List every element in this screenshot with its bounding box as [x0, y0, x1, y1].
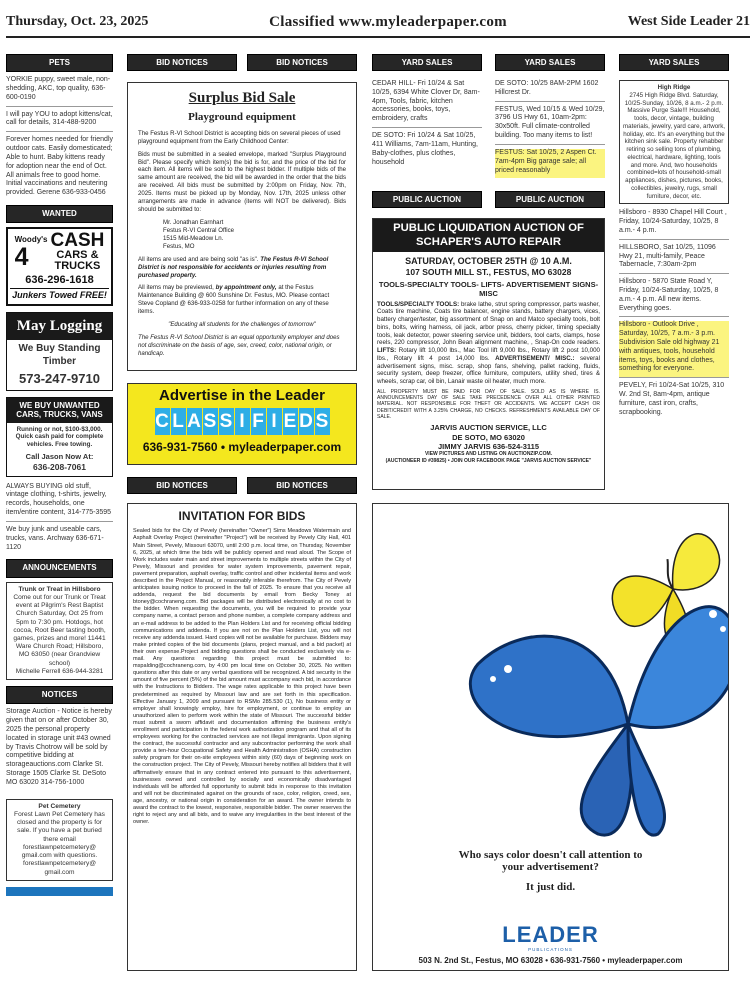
woodys-ad	[6, 227, 113, 306]
auction-view: VIEW PICTURES AND LISTING ON AUCTIONZIP.COM.	[424, 451, 553, 458]
invitation-body: Sealed bids for the City of Pevely (hereinafter "Owner") Sims Meadows Watermain and Asphalt Overlay Project (hereinafter "Project") will be received by Pevely City Hall, 401 Main Street, Pevely, Missouri 63070, until 2:00 p.m. local time, on Thursday, November 6, 2025, at which time the bids will be publicly opened and read aloud. The Scope of Work includes water main and street improvements to multiple streets within the City of Pevely, Missouri and provides for water system improvements, pavement repair, pavement preparation, asphalt overlay, traffic control and other incidental items and work described in the Project Manual, or reasonably inferable therefrom. The City of Pevely anticipates issuing notice to proceed in the fall of 2025. To ensure that you receive all addenda, request the bid documents by email from Becky Toney at btoney@cochraneng.com. Bid packages will be distributed electronically at no cost to the bidder. When requesting the documents, you will be required to provide your company name, a contact person and phone number, a complete company address and an e-mail address to be added to the Plan Holders List and for receiving official bidding communications and addenda. If you are not on the Plan Holders List, you will not receive any addenda issued. Hard copies will not be available for purchase. Bidders may make printed copies of the bid documents (plans, project manual, and a bid packet) at their own expense.Project and bidding questions shall be conducted exclusively via e-mail. Any questions regarding this project must be submitted to: mspalding@cochraneng.com, by 4:00 pm local time on October 30, 2025. No written questions after this date or any verbal questions will be recognized. A bid security in the amount of five percent (5%) of the bid amount must accompany each bid, in accordance with the Instructions to Bidders. The wage rates applicable to this project have been predetermined as required by Missouri law and are set forth in this specification. Effective January 1, 2009 and pursuant to RSMo 285.530 (1), No business entity or employer shall knowingly employ, hire for employment, or continue to employ an unauthorized alien to perform work within the state of Missouri. The successful bidder must submit a sworn affidavit and documentation affirming the business entity's enrollment and participation in the federal work authorization program and that all of its employees working for the contracted services are not illegal immigrants. Upon signing the contract, the successful contractor and any subcontractor performing the work shall provide a ten-hour Occupational Safety and Health Administration (OSHA) construction safety program for their on-site employees within sixty (60) days of beginning work on the construction project. The City of Pevely, Missouri hereby notifies all bidders that it will affirmatively ensure that in any contract entered into pursuant to this advertisement, businesses owned and controlled by socially and economically disadvantaged individuals will be afforded full opportunity to submit bids in response to this invitation and will not be discriminated against on the grounds of race, color, religion, creed, sex, age, ancestry, or national origin in consideration for an award. The owner intends to award the contract to the lowest, responsive, responsible bidder. The owner reserves the right to reject any and all bids, and to waive any irregularities in the best interest of the owner.	[133, 528, 351, 826]
may-logging-title: May Logging	[7, 313, 112, 340]
pets-header: PETS	[6, 54, 113, 72]
wanted-ad-1: ALWAYS BUYING old stuff, vintage clothing, t-shirts, jewelry, records, households, one item/entire content, 314-775-3595	[6, 483, 113, 522]
surplus-contact: at the Festus Maintenance Building @ 600 Sunshine Dr. Festus, MO. Please contact Steve Copland @ 636-933-0258 for further information on any of these items.	[138, 284, 330, 316]
address-line: Festus R-VI Central Office	[163, 226, 235, 234]
yard-ad: PEVELY, Fri 10/24-Sat 10/25, 310 W. 2nd St, 8am-4pm, antique furniture, cast iron, crafts, scrapbooking.	[619, 382, 725, 416]
address-line: Festus, MO	[163, 242, 195, 250]
schaper-auction-ad	[372, 218, 605, 490]
high-ridge-title: High Ridge	[657, 84, 691, 91]
leader-logo	[373, 924, 728, 952]
invitation-for-bids-ad	[127, 503, 357, 971]
we-buy-call: Call Jason Now At:	[25, 452, 94, 462]
may-logging-line2: Timber	[42, 355, 77, 367]
woodys-junkers: Junkers Towed FREE!	[10, 288, 109, 302]
lifts-label: LIFTS:	[377, 347, 397, 355]
woodys-name: Woody's	[14, 235, 48, 245]
bid-notices-header-2: BID NOTICES	[247, 54, 357, 71]
notices-header: NOTICES	[6, 686, 113, 704]
auction-address: 107 SOUTH MILL ST., FESTUS, MO 63028	[405, 267, 572, 278]
bid-notices-header-1: BID NOTICES	[127, 54, 237, 71]
pet-cemetery-ad	[6, 799, 113, 881]
high-ridge-body: 2745 High Ridge Blvd. Saturday, 10/25-Sunday, 10/26, 8 a.m.- 2 p.m. Massive Purge Sale!!! Household, tools, decor, vintage, building materials, jewelry, yard care, artwork, holiday, etc. It's an everything but the kitchen sink sale. Property rehabber retiring so selling tons of plumbing, electrical, hardware, lighting, tools and more. And, two households combined=lots of household-small appliances, dishes, pictures, books, collectibles, jewelry, rugs, small furniture, decor, etc.	[623, 91, 726, 200]
public-auction-header-2: PUBLIC AUCTION	[495, 191, 605, 208]
letter-tile: L	[171, 408, 186, 435]
woodys-cars: CARS &	[56, 249, 99, 262]
pets-ad-3: Forever homes needed for friendly outdoor cats. Easily domesticated; Able to hunt. Baby kittens ready for adoption near the end of Oct. All animals free to good home. Initial vaccinations and neutering provided. Gerene 636-933-0456	[6, 136, 113, 197]
advertisement-label: ADVERTISEMENT/ MISC.:	[495, 354, 575, 362]
yard-sales-header-3: YARD SALES	[619, 54, 729, 71]
color-ad-line1: Who says color doesn't call attention to	[458, 849, 643, 861]
letter-tile: A	[187, 408, 202, 435]
letter-tile: S	[203, 408, 218, 435]
we-buy-title: WE BUY UNWANTED CARS, TRUCKS, VANS	[7, 398, 112, 422]
color-ad-text	[373, 849, 728, 893]
leader-color-ad	[372, 503, 729, 971]
yard-sales-header-1: YARD SALES	[372, 54, 482, 71]
color-ad-line2: your advertisement?	[502, 861, 599, 873]
wanted-ad-2: We buy junk and useable cars, trucks, vans. Archway 636-671-1120	[6, 525, 104, 551]
surplus-address	[163, 219, 346, 251]
trunk-or-treat-contact: Michelle Ferrell 636-944-3281	[15, 667, 104, 675]
yard-ad: DE SOTO: Fri 10/24 & Sat 10/25, 411 Williams, 7am-11am, Hunting, Baby-clothes, plus clothes, household	[372, 132, 478, 166]
yard-sales-col-a	[372, 80, 482, 174]
yard-ad: DE SOTO: 10/25 8AM-2PM 1602 Hillcrest Dr.	[495, 80, 605, 102]
surplus-subtitle: Playground equipment	[188, 110, 296, 123]
advertise-top: Advertise in the Leader	[159, 387, 325, 404]
yard-sales-col-b	[495, 80, 605, 182]
surplus-p1: The Festus R-VI School District is accepting bids on several pieces of used playground equipment from the Early Childhood Center:	[138, 129, 341, 145]
bid-notices-header-4: BID NOTICES	[247, 477, 357, 494]
we-buy-sub: Running or not, $100-$3,000. Quick cash paid for complete vehicles. Free towing.	[15, 425, 104, 449]
tools-list: brake lathe, strut spring compressor, parts washer, Coats tire machine, Coats tire balancer, engine stands, battery chargers, vices, battery charger/tester, big assortment of Snap on and Matco specialty tools, bolt bins, bolts, wiring harness, oil jack, arbor press, cherry picker, timing specialty tools, leak detector, power steering service unit, bidders, tool carts, clamps, hose reels, 220 compressor, John Bean alignment machine, , Snap-On code readers.	[377, 300, 600, 347]
auction-title: PUBLIC LIQUIDATION AUCTION OF SCHAPER'S AUTO REPAIR	[373, 219, 604, 252]
we-buy-cars-ad	[6, 397, 113, 476]
surplus-quote: "Educating all students for the challenges of tomorrow"	[168, 321, 316, 329]
auction-terms: ALL PROPERTY MUST BE PAID FOR DAY OF SALE. SOLD AS IS WHERE IS. ANNOUNCEMENTS DAY OF SALE TAKE PRECEDENCE OVER ALL OTHER PRINTED MATERIAL. NOT RESPONSIBLE FOR THEFT OR ACCIDENTS. WE ACCEPT CASH OR DEBIT/CREDIT WITH A 3.25% CHARGE, NO CHECKS. REFRESHMENTS AVAILABLE DAY OF SALE.	[377, 388, 600, 420]
paper-name-page: West Side Leader 21	[627, 14, 750, 29]
column-left	[6, 54, 113, 896]
yard-ad-highlighted: FESTUS: Sat 10/25, 2 Aspen Ct. 7am-4pm Big garage sale; all priced reasonably	[495, 149, 605, 178]
yard-sales-col-c	[619, 80, 729, 425]
trunk-or-treat-body: Come out for our Trunk or Treat event at Pilgrim's Rest Baptist Church Saturday, Oct 25 from 5pm to 7:30 pm. Hotdogs, hot cocoa, Root Beer tasting booth, games, prizes and more! 11441 Ware Church Road; Hillsboro, MO 63050 (near Grandview school)	[13, 593, 106, 667]
woodys-cash: CASH	[50, 230, 105, 252]
public-auction-header-1: PUBLIC AUCTION	[372, 191, 482, 208]
woodys-trucks: TRUCKS	[54, 260, 101, 273]
auction-details	[377, 301, 600, 386]
section-title: Classified www.myleaderpaper.com	[269, 13, 507, 30]
yard-ad: CEDAR HILL- Fri 10/24 & Sat 10/25, 6394 White Clover Dr, 8am-4pm, Tools, fabric, kitchen accessories, books, toys, embroidery, crafts	[372, 80, 482, 128]
lifts-list: Rotary lift 10,000 lbs., Mac Tool lift 9,000 lbs., Rotary lift 2 post 10,000 lbs., Rotary lift 4 post 14,000 lbs.	[377, 347, 600, 362]
address-line: Mr. Jonathan Earnhart	[163, 219, 224, 227]
yard-ad: Hillsboro - 5870 State Road Y, Friday, 10/24-Saturday, 10/25, 8 a.m.- 4 p.m. All new items. Everything goes.	[619, 278, 729, 317]
wanted-header: WANTED	[6, 205, 113, 223]
letter-tile: I	[235, 408, 250, 435]
advertise-classifieds-ad	[127, 383, 357, 465]
surplus-preview: All items may be previewed,	[138, 284, 214, 292]
leader-logo-sub: PUBLICATIONS	[528, 947, 573, 952]
address-line: 1515 Mid-Meadow Ln.	[163, 234, 224, 242]
auction-phone: JIMMY JARVIS 636-524-3115	[437, 441, 540, 451]
letter-tile: I	[267, 408, 282, 435]
trunk-or-treat-ad	[6, 582, 113, 681]
woodys-four: 4	[14, 242, 29, 271]
pet-cemetery-body: Forest Lawn Pet Cemetery has closed and the property is for sale. If you have a pet buried there email forestlawnpetcemetery@ gmail.com with questions. forestlawnpetcemetery@ gmail.com	[14, 810, 105, 876]
may-logging-ad	[6, 312, 113, 391]
leader-logo-text: LEADER	[502, 922, 599, 947]
we-buy-phone: 636-208-7061	[33, 461, 86, 472]
letter-tile: C	[155, 408, 170, 435]
may-logging-line1: We Buy Standing	[18, 343, 101, 354]
advertisement-list: several advertisement signs, misc. scrap, shop fans, shelving, pallet racking, fluids, security system, deep freezer, office furniture, computers, utility shed, tires & wheels, scrap car, oil bin, Lanair waste oil heater, much more.	[377, 354, 600, 386]
storage-auction-ad: Storage Auction - Notice is hereby given that on or after October 30, 2025 the personal property located in storage unit #43 owned by Travis Chotrow will be sold by competitive bidding at storageauctions.com Clarke St. Storage 1505 Clarke St. DeSoto MO 63020 314-756-1000	[6, 708, 112, 786]
auction-id: (AUCTIONEER ID #39825) • JOIN OUR FACEBOOK PAGE "JARVIS AUCTION SERVICE"	[385, 457, 592, 464]
pets-ad-1: YORKIE puppy, sweet male, non-shedding, AKC, top quality, 636-600-0190	[6, 76, 113, 106]
letter-tile: S	[219, 408, 234, 435]
announcements-header: ANNOUNCEMENTS	[6, 559, 113, 577]
woodys-phone: 636-296-1618	[25, 274, 94, 287]
auction-service: JARVIS AUCTION SERVICE, LLC	[430, 423, 547, 433]
yard-ad: Hillsboro - 8930 Chapel Hill Court , Friday, 10/24-Saturday, 10/25, 8 a.m.- 4 p.m.	[619, 209, 729, 239]
high-ridge-ad	[619, 80, 729, 204]
surplus-as-is: All items are used and are being sold "as is".	[138, 255, 259, 263]
pet-cemetery-title: Pet Cemetery	[38, 802, 81, 810]
color-ad-footer: 503 N. 2nd St., Festus, MO 63028 • 636-931-7560 • myleaderpaper.com	[418, 956, 683, 965]
butterflies-illustration	[373, 504, 729, 844]
surplus-p4	[138, 284, 346, 316]
surplus-disclaimer: The Festus R-VI School District is not responsible for accidents or injuries resulting from purchased property.	[138, 255, 329, 279]
auction-date: SATURDAY, OCTOBER 25TH @ 10 A.M.	[405, 256, 572, 267]
bid-notices-header-3: BID NOTICES	[127, 477, 237, 494]
blue-butterfly	[470, 607, 729, 835]
surplus-title: Surplus Bid Sale	[188, 90, 296, 106]
pets-ad-2: I will pay YOU to adopt kittens/cat, call for details, 314-488-9200	[6, 111, 113, 133]
trunk-or-treat-title: Trunk or Treat in Hillsboro	[18, 585, 101, 593]
classifieds-letters	[128, 408, 356, 435]
auction-body	[373, 252, 604, 466]
surplus-appointment: by appointment only,	[215, 284, 277, 292]
yard-sales-header-2: YARD SALES	[495, 54, 605, 71]
issue-date: Thursday, Oct. 23, 2025	[6, 14, 149, 29]
letter-tile: F	[251, 408, 266, 435]
surplus-bid-ad	[127, 82, 357, 371]
yard-ad: FESTUS, Wed 10/15 & Wed 10/29, 3796 US Hwy 61, 10am-2pm: 30x50ft. Full climate-controlled building. Too many items to list!	[495, 106, 605, 145]
surplus-p2: Bids must be submitted in a sealed envelope, marked "Surplus Playground Bid". Please specify which item(s) the bid is for, and the price of the bid for each item. All items will be sold to the highest bidder. If multiple bids of the same amount are received, the bid will be awarded in the order that the bids are received. All bids must be submitted by 2:00pm on Friday, Nov. 7th, 2025. Items must be picked up by Monday, Nov. 17th, 2025 unless other arrangements are made in advance (items will NOT be delivered). Bids should be submitted to:	[138, 150, 346, 214]
yard-ad: HILLSBORO, Sat 10/25, 11096 Hwy 21, multi-family, Peace Tabernacle, 7:30am-2pm	[619, 244, 729, 274]
may-logging-phone: 573-247-9710	[19, 370, 100, 386]
color-ad-line3: It just did.	[525, 881, 576, 893]
surplus-p3	[138, 256, 346, 280]
column-end-bar	[6, 887, 113, 896]
letter-tile: D	[299, 408, 314, 435]
auction-city: DE SOTO, MO 63020	[452, 432, 525, 442]
invitation-title: INVITATION FOR BIDS	[178, 509, 306, 523]
advertise-bottom: 636-931-7560 • myleaderpaper.com	[142, 440, 342, 454]
letter-tile: S	[315, 408, 330, 435]
tools-label: TOOLS/SPECIALTY TOOLS:	[377, 300, 460, 308]
page-header	[6, 8, 750, 38]
auction-subtitle: TOOLS-SPECIALTY TOOLS- LIFTS- ADVERTISEMENT SIGNS-MISC	[378, 279, 599, 299]
surplus-eoe: The Festus R-VI School District is an equal opportunity employer and does not discriminate on the basis of age, sex, creed, color, national origin, or handicap.	[138, 334, 340, 357]
yard-ad-highlighted: Hillsboro - Outlook Drive , Saturday, 10/25, 7 a.m.- 3 p.m. Subdivision Sale old highway 21 with antiques, tools, household items, toys, books and clothes, something for everyone.	[619, 321, 729, 378]
letter-tile: E	[283, 408, 298, 435]
